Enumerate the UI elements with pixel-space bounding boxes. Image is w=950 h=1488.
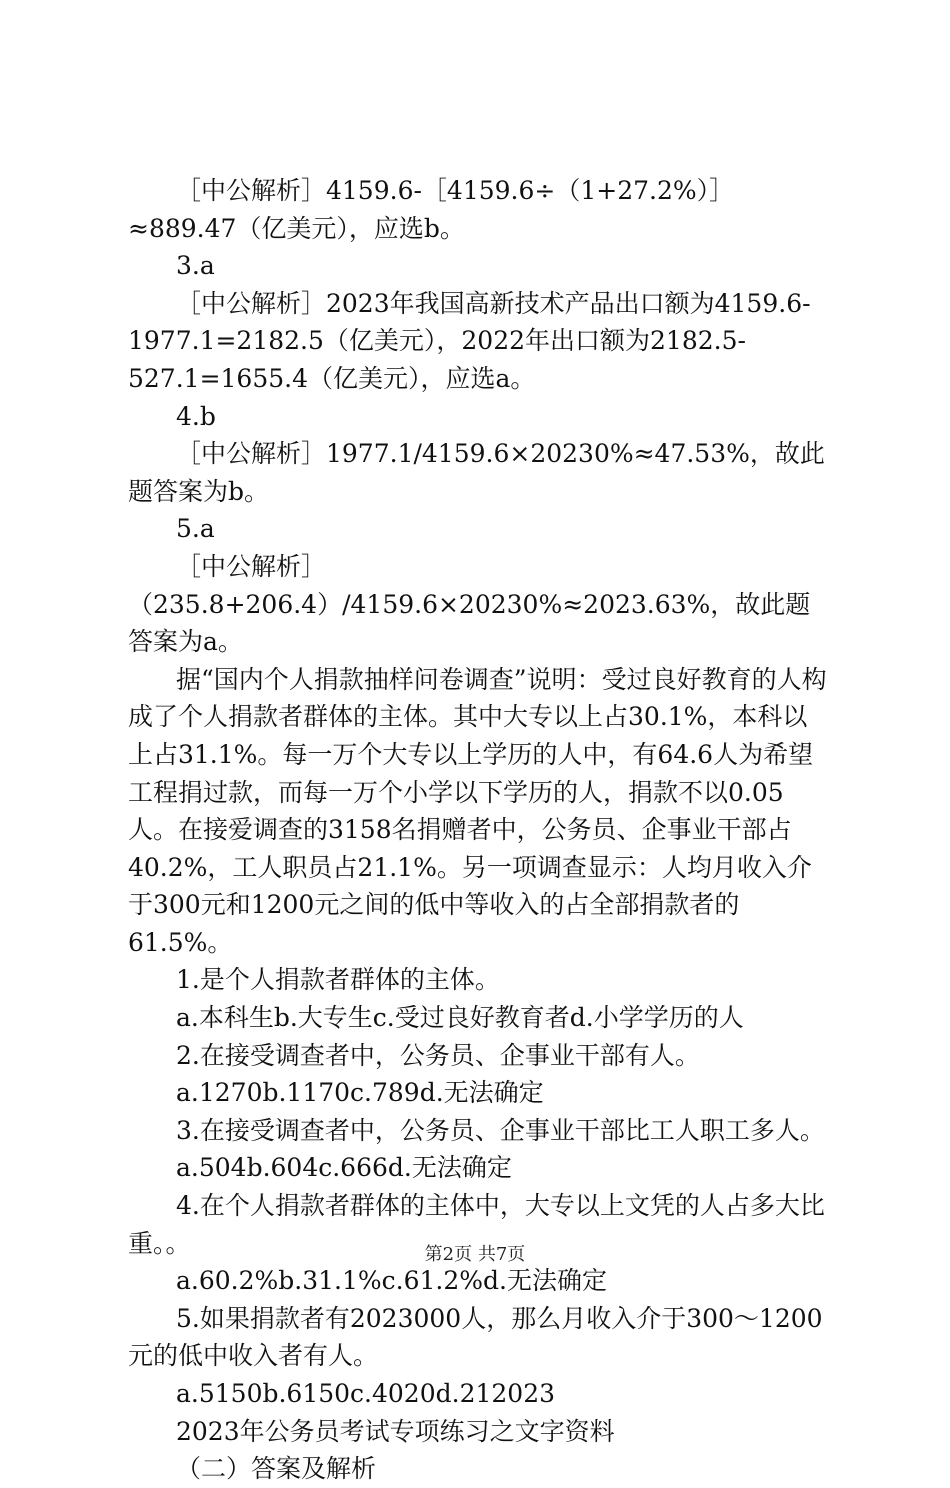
section-title: 2023年公务员考试专项练习之文字资料 xyxy=(176,1416,615,1446)
question-5: 5.如果捐款者有2023000人，那么月收入介于300～1200元的低中收入者有人。 xyxy=(128,1303,823,1371)
paragraph-analysis-5: ［中公解析］（235.8+206.4）/4159.6×20230%≈2023.63%，故此题答案为a。 xyxy=(128,551,811,657)
page-footer: 第2页 共7页 xyxy=(424,1244,526,1265)
question-2: 2.在接受调查者中，公务员、企事业干部有人。 xyxy=(176,1040,700,1070)
paragraph-survey-material: 据“国内个人捐款抽样问卷调查”说明：受过良好教育的人构成了个人捐款者群体的主体。其中大专以上占30.1%，本科以上占31.1%。每一万个大专以上学历的人中，有64.6人为希望工程捐过款，而每一万个小学以下学历的人，捐款不以0.05人。在接爱调查的3158名捐赠者中，公务员、企事业干部占40.2%，工人职员占21.1%。另一项调查显示：人均月收入介于300元和1200元之间的低中等收入的占全部捐款者的61.5%。 xyxy=(128,664,827,957)
paragraph-analysis-3: ［中公解析］2023年我国高新技术产品出口额为4159.6-1977.1=2182.5（亿美元），2022年出口额为2182.5-527.1=1655.4（亿美元），应选a。 xyxy=(128,288,811,393)
options-5: a.5150b.6150c.4020d.212023 xyxy=(176,1379,556,1408)
question-3: 3.在接受调查者中，公务员、企事业干部比工人职工多人。 xyxy=(176,1115,825,1145)
answer-4: 4.b xyxy=(176,401,216,431)
options-1: a.本科生b.大专生c.受过良好教育者d.小学学历的人 xyxy=(176,1003,744,1033)
options-2: a.1270b.1170c.789d.无法确定 xyxy=(176,1078,544,1108)
paragraph-analysis-2: ［中公解析］4159.6-［4159.6÷（1+27.2%）］≈889.47（亿美元），应选b。 xyxy=(128,176,735,243)
options-3: a.504b.604c.666d.无法确定 xyxy=(176,1153,512,1183)
document-body xyxy=(128,172,832,1488)
answer-5: 5.a xyxy=(176,514,215,544)
answer-3: 3.a xyxy=(176,251,215,281)
section-subtitle: （二）答案及解析 xyxy=(176,1454,377,1484)
question-4: 4.在个人捐款者群体的主体中，大专以上文凭的人占多大比重。。 xyxy=(128,1191,825,1258)
paragraph-analysis-4: ［中公解析］1977.1/4159.6×20230%≈47.53%，故此题答案为b。 xyxy=(128,439,825,506)
options-4: a.60.2%b.31.1%c.61.2%d.无法确定 xyxy=(176,1266,607,1296)
question-1: 1.是个人捐款者群体的主体。 xyxy=(176,965,500,995)
